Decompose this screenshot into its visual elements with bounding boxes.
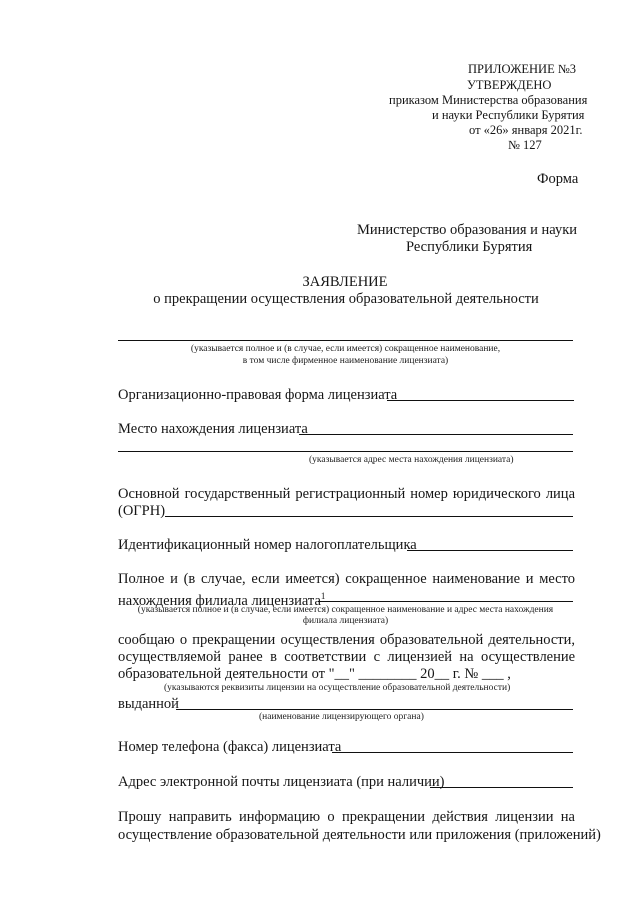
branch-hint-2: филиала лицензиата)	[302, 616, 389, 626]
appendix-label: ПРИЛОЖЕНИЕ №3	[468, 62, 577, 76]
approved-label: УТВЕРЖДЕНО	[467, 78, 552, 92]
inn-field[interactable]	[407, 550, 573, 551]
addressee-line-1: Министерство образования и науки	[357, 222, 578, 238]
ogrn-label-line-1: Основной государственный регистрационный номер юридического лица	[118, 486, 576, 502]
email-field[interactable]	[430, 787, 573, 788]
document-title: ЗАЯВЛЕНИЕ	[302, 274, 388, 290]
location-hint: (указывается адрес места нахождения лицензиата)	[309, 455, 514, 465]
inn-label: Идентификационный номер налогоплательщика	[118, 537, 417, 553]
footnote-marker: 1	[320, 591, 326, 601]
request-line-2: осуществление образовательной деятельности или приложения (приложений)	[118, 827, 601, 843]
request-line-1: Прошу направить информацию о прекращении действия лицензии на	[118, 809, 575, 825]
issued-by-label: выданной	[118, 696, 179, 712]
location-field-2[interactable]	[118, 451, 573, 452]
addressee-line-2: Республики Бурятия	[406, 239, 533, 255]
legal-form-field[interactable]	[387, 400, 574, 401]
notice-line-1: сообщаю о прекращении осуществления образовательной деятельности,	[118, 632, 575, 648]
email-label: Адрес электронной почты лицензиата (при наличии)	[118, 774, 445, 790]
ogrn-label-line-2: (ОГРН)	[118, 503, 166, 519]
location-field[interactable]	[299, 434, 573, 435]
license-details-hint: (указываются реквизиты лицензии на осуществление образовательной деятельности)	[164, 683, 511, 693]
order-number: № 127	[508, 138, 542, 152]
licensee-name-line[interactable]	[118, 340, 573, 341]
notice-line-3: образовательной деятельности от "__" ________ 20__ г. № ___ ,	[118, 666, 511, 682]
order-line-2: и науки Республики Бурятия	[432, 108, 585, 122]
notice-line-2: осуществляемой ранее в соответствии с лицензией на осуществление	[118, 649, 576, 665]
form-label: Форма	[537, 171, 579, 187]
legal-form-label: Организационно-правовая форма лицензиата	[118, 387, 398, 403]
issued-by-field[interactable]	[176, 709, 573, 710]
licensee-name-hint-1: (указывается полное и (в случае, если имеется) сокращенное наименование,	[190, 344, 501, 354]
order-line-1: приказом Министерства образования	[389, 93, 588, 107]
branch-hint-1: (указывается полное и (в случае, если имеется) сокращенное наименование и адрес места нахождения	[137, 605, 554, 615]
branch-field[interactable]	[318, 601, 573, 602]
phone-label: Номер телефона (факса) лицензиата	[118, 739, 342, 755]
phone-field[interactable]	[332, 752, 573, 753]
licensee-name-hint-2: в том числе фирменное наименование лицензиата)	[242, 356, 449, 366]
document-subtitle: о прекращении осуществления образовательной деятельности	[153, 291, 539, 307]
location-label: Место нахождения лицензиата	[118, 421, 308, 437]
branch-label-line-1: Полное и (в случае, если имеется) сокращенное наименование и место	[118, 571, 575, 587]
issued-by-hint: (наименование лицензирующего органа)	[259, 712, 424, 722]
branch-label-line-2: нахождения филиала лицензиата$^1$	[118, 591, 326, 609]
order-date: от «26» января 2021г.	[469, 123, 583, 137]
ogrn-field[interactable]	[165, 516, 573, 517]
